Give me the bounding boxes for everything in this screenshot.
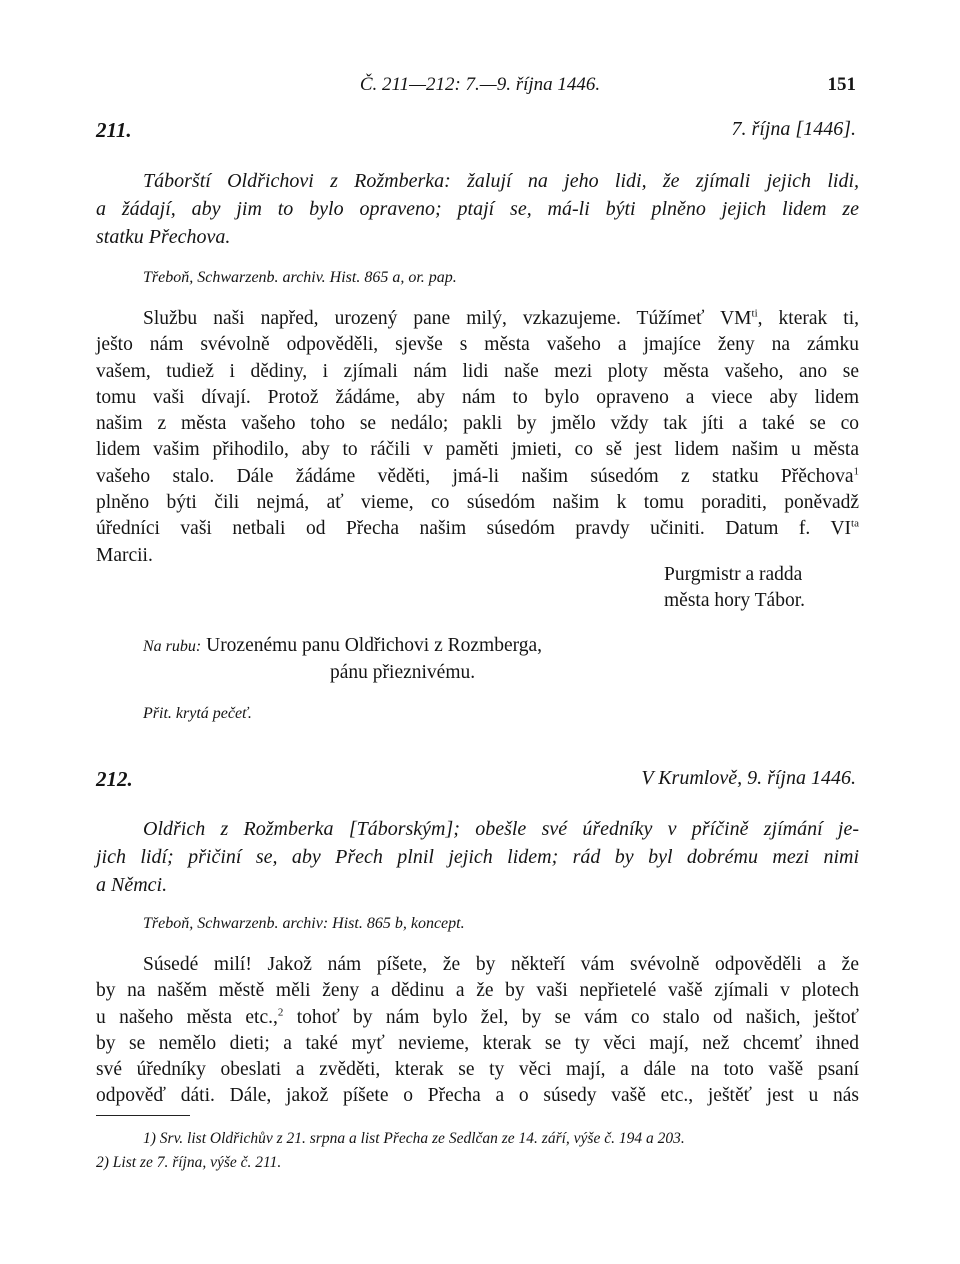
- text-line: vašem, tudiež i dědiny, i zjímali nám lidi naše mezi ploty města vašeho, ano se: [96, 360, 859, 382]
- text-line: ješto nám svévolně odpověděli, sjevše s města vašeho a jmajíce ženy na zámku: [96, 334, 859, 356]
- text-line: Marcii.: [96, 544, 153, 566]
- text-line: plněno býti čili nejmá, ať vieme, co súsedóm našim k tomu poraditi, poněvadž: [96, 492, 859, 514]
- summary-line: Táborští Oldřichovi z Rožmberka: žalují na jeho lidi, že zjímali jejich lidi,: [143, 170, 859, 192]
- summary-line: a žádají, aby jim to bylo opraveno; ptají se, má-li býti plněno jejich lidem ze: [96, 198, 859, 220]
- running-head: Č. 211—212: 7.—9. října 1446.: [359, 74, 601, 95]
- text-line: tomu vaši dívají. Protož žádáme, aby nám to bylo opraveno a viece aby lidem: [96, 386, 859, 408]
- summary-line: jich lidí; přičiní se, aby Přech plnil jejich lidem; rád by byl dobrému mezi nimi: [96, 846, 859, 868]
- footnote-1: 1) Srv. list Oldřichův z 21. srpna a list Přecha ze Sedlčan ze 14. září, výše č. 194 a 203.: [143, 1130, 685, 1147]
- address-line: pánu přieznivému.: [330, 662, 476, 684]
- doc-211-summary: [96, 167, 859, 251]
- doc-211-date: 7. října [1446].: [731, 118, 856, 140]
- doc-211-signature: [664, 562, 805, 615]
- doc-212-text: [96, 952, 859, 1110]
- doc-212-number: 212.: [96, 767, 133, 791]
- text-line: vašeho stalo. Dále žádáme věděti, jmá-li našim súsedóm z statku Přěchova$^1$: [96, 465, 859, 487]
- signature-line: Purgmistr a radda: [664, 564, 803, 585]
- text-line: své úředníky obeslati a zvěděti, kterak se ty věci mají, a dále na toto vašě psaní: [96, 1059, 859, 1081]
- text-line: Službu naši napřed, urozený pane milý, vzkazujeme. Túžímeť $VM^{ti}$, kterak ti,: [143, 307, 859, 329]
- text-line: Súsedé milí! Jakož nám píšete, že by někteří vám svévolně odpověděli a že: [143, 954, 859, 975]
- doc-211-seal-note: Přit. krytá pečeť.: [143, 705, 252, 722]
- text-line: by se nemělo dieti; a také myť nevieme, kterak se ty věci mají, než chcemť ihned: [96, 1032, 859, 1054]
- footnote-2: 2) List ze 7. října, výše č. 211.: [96, 1154, 282, 1171]
- text-line: lidem vašim přihodilo, aby to ráčili v paměti jmieti, co sě jest lidem našim u města: [96, 439, 859, 461]
- doc-211-text: [96, 306, 859, 569]
- text-line: odpověď dáti. Dále, jakož píšete o Přecha a o súsedy vašě etc., ještěť jest u nás: [96, 1085, 859, 1107]
- doc-212-source: Třeboň, Schwarzenb. archiv: Hist. 865 b, koncept.: [143, 915, 465, 932]
- address-label: Na rubu:: [143, 638, 202, 655]
- text-line: by na našěm městě měli ženy a dědinu a že by vaši nepřietelé vašě zjímali v plotech: [96, 980, 859, 1002]
- signature-line: města hory Tábor.: [664, 590, 805, 612]
- summary-line: Oldřich z Rožmberka [Táborským]; obešle své úředníky v příčině zjímání je-: [143, 818, 859, 840]
- text-line: u našeho města etc.,$^2$ tohoť by nám bylo žel, by se vám co stalo od našich, ještoť: [96, 1006, 859, 1028]
- doc-211-source: Třeboň, Schwarzenb. archiv. Hist. 865 a, or. pap.: [143, 269, 457, 286]
- summary-line: a Němci.: [96, 874, 168, 896]
- doc-211-number: 211.: [96, 118, 132, 142]
- doc-211-address: [143, 633, 542, 687]
- doc-212-date: V Krumlově, 9. října 1446.: [641, 767, 856, 789]
- doc-212-summary: [96, 815, 859, 899]
- text-line: úředníci vaši netbali od Přecha našim súsedóm pravdy učiniti. Datum f. $VI^{ta}$: [96, 517, 859, 540]
- footnote-divider: [96, 1115, 190, 1116]
- summary-line: statku Přechova.: [96, 226, 231, 248]
- text-line: našim z města vašeho toho se nedálo; pakli by jmělo vždy tak jíti a také se co: [96, 413, 859, 435]
- address-line: Na rubu: Urozenému panu Oldřichovi z Rozmberga,: [143, 635, 543, 656]
- page-number: 151: [827, 74, 856, 95]
